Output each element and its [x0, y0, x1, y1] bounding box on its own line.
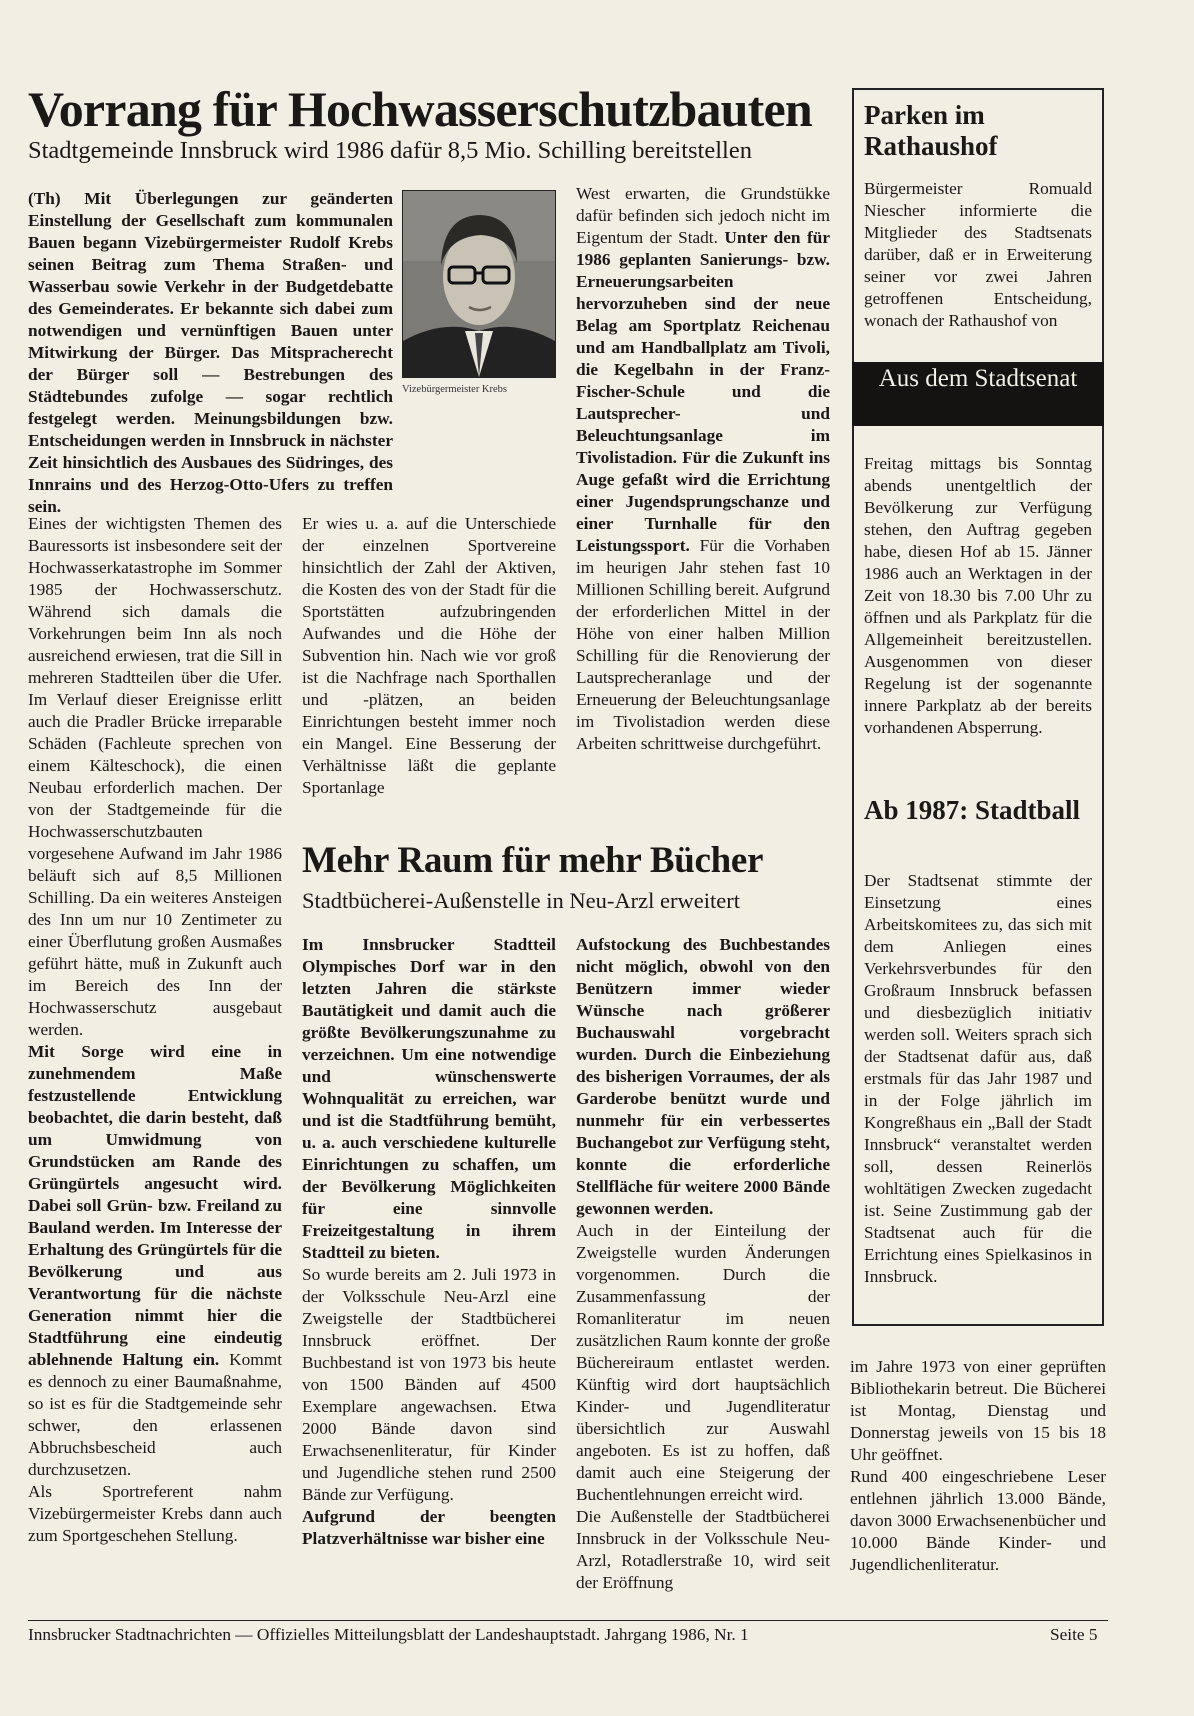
paragraph: Rund 400 eingeschriebene Leser entlehnen jährlich 13.000 Bände, davon 3000 Erwachsenenbücher und 10.000 Bände Kinder- und Jugendlichenliteratur. — [850, 1467, 1106, 1574]
lead-paragraph: (Th) Mit Überlegungen zur geänderten Einstellung der Gesellschaft zum kommunalen Bauen begann Vizebürgermeister Rudolf Krebs seinen Beitrag zum Thema Straßen- und Wasserbau sowie Verkehr in der Budgetdebatte des Gemeinderates. Er bekannte sich dabei zum notwendigen und vernünftigen Bauen unter Mitwirkung der Bürger. Das Mitspracherecht der Bürger soll — Bestrebungen des Städtebundes zufolge — sogar rechtlich festgelegt werden. Meinungsbildungen bzw. Entscheidungen werden in Innsbruck in nächster Zeit hinsichtlich des Ausbaues des Südringes, des Innrains und des Herzog-Otto-Ufers zu treffen sein. — [28, 189, 393, 516]
footer-rule — [28, 1620, 1108, 1621]
section-title: Mehr Raum für mehr Bücher — [302, 840, 764, 881]
paragraph: Im Innsbrucker Stadtteil Olympisches Dorf war in den letzten Jahren die stärkste Bautätigkeit und damit auch die größte Bevölkerungszunahme zu verzeichnen. Um eine notwendige und wünschenswerte Wohnqualität zu erreichen, war und ist die Stadtführung bemüht, u. a. auch verschiedene kulturelle Einrichtungen zu schaffen, um der Bevölkerung Möglichkeiten für eine sinnvolle Freizeitgestaltung in ihrem Stadtteil zu bieten. — [302, 935, 556, 1262]
paragraph: Eines der wichtigsten Themen des Bauressorts ist insbesondere seit der Hochwasserkatastrophe im Sommer 1985 der Hochwasserschutz. Während sich damals die Vorkehrungen beim Inn als noch ausreichend erwiesen, trat die Sill in mehreren Stadtteilen über die Ufer. Im Verlauf dieser Ereignisse erlitt auch die Pradler Brücke irreparable Schäden (Fachleute sprechen von einem Kälteschock), die einen Neubau erforderlich machen. Der von der Stadtgemeinde für die Hochwasserschutzbauten vorgesehene Aufwand im Jahr 1986 beläuft sich auf 8,5 Millionen Schilling. Da ein weiteres Ansteigen des Inn um nur 10 Zentimeter zu einer Überflutung großen Ausmaßes geführt hätte, muß in Zukunft auch im Bereich des Inn der Hochwasserschutz ausgebaut werden. — [28, 514, 282, 1039]
paragraph: Die Außenstelle der Stadtbücherei Innsbruck in der Volksschule Neu-Arzl, Rotadlerstraße 10, wird seit der Eröffnung — [576, 1507, 830, 1592]
bold-text: Mit Sorge wird eine in zunehmendem Maße festzustellende Entwicklung beobachtet, die darin besteht, daß um Umwidmung von Grundstücken am Rande des Grüngürtels angesucht wird. Dabei soll Grün- bzw. Freiland zu Bauland werden. Im Interesse der Erhaltung des Grüngürtels für die Bevölkerung und aus Verantwortung für die nächste Generation nimmt hier die Stadtführung eine eindeutig ablehnende Haltung ein. — [28, 1042, 282, 1369]
sidebar-section-band: Aus dem Stadtsenat — [852, 362, 1104, 426]
bold-text: Unter den für 1986 geplanten Sanierungs- bzw. Erneuerungsarbeiten hervorzuheben sind der neue Belag am Sportplatz Reichenau und am Handballplatz am Tivoli, die Kegelbahn in der Franz-Fischer-Schule und die Lautsprecher- und Beleuchtungsanlage im Tivolistadion. Für die Zukunft ins Auge gefaßt wird die Errichtung einer Jugendsprungschanze und einer Turnhalle für den Leistungssport. — [576, 228, 830, 555]
article2-column-3 — [576, 934, 830, 1594]
paragraph: Auch in der Einteilung der Zweigstelle wurden Änderungen vorgenommen. Durch die Zusammenfassung der Romanliteratur im neuen zusätzlichen Raum konnte der große Büchereiraum entlastet werden. Künftig wird dort hauptsächlich Kinder- und Jugendliteratur übersichtlich zur Auswahl angeboten. Es ist zu hoffen, daß damit auch eine Steigerung der Buchentlehnungen erreicht wird. — [576, 1221, 830, 1504]
article2-column-4 — [850, 1356, 1106, 1576]
paragraph: Er wies u. a. auf die Unterschiede der einzelnen Sportvereine hinsichtlich der Zahl der Aktiven, die Kosten des von der Stadt für die Sportstätten aufzubringenden Aufwandes und die Höhe der Subvention hin. Nach wie vor groß ist die Nachfrage nach Sporthallen und -plätzen, an beiden Einrichtungen besteht immer noch ein Mangel. Eine Besserung der Verhältnisse läßt die geplante Sportanlage — [302, 514, 556, 797]
paragraph — [28, 1041, 282, 1481]
sidebar-text-block — [864, 453, 1092, 739]
sidebar-title-stadtball: Ab 1987: Stadtball — [864, 795, 1081, 825]
paragraph: Bürgermeister Romuald Niescher informierte die Mitglieder des Stadtsenats darüber, daß er in Erweiterung seiner vor zwei Jahren getroffenen Entscheidung, wonach der Rathaushof von — [864, 179, 1092, 330]
page-number: Seite 5 — [1050, 1625, 1098, 1644]
sidebar-title-parken: Parken im Rathaushof — [864, 100, 998, 161]
paragraph: Als Sportreferent nahm Vizebürgermeister Krebs dann auch zum Sportgeschehen Stellung. — [28, 1482, 282, 1545]
article-title: Vorrang für Hochwasserschutzbauten — [28, 81, 812, 137]
text: Kommt es dennoch zu einer Baumaßnahme, so ist es für die Stadtgemeinde sehr schwer, den erlassenen Abbruchsbescheid auch durchzusetzen. — [28, 1350, 282, 1479]
article1-column-1 — [28, 513, 282, 1547]
paragraph: So wurde bereits am 2. Juli 1973 in der Volksschule Neu-Arzl eine Zweigstelle der Stadtbücherei Innsbruck eröffnet. Der Buchbestand ist von 1973 bis heute von 1500 Bänden auf 4500 Exemplare angewachsen. Etwa 2000 Bände davon sind Erwachsenenliteratur, für Kinder und Jugendliche stehen rund 2500 Bände zur Verfügung. — [302, 1265, 556, 1504]
section-subtitle: Stadtbücherei-Außenstelle in Neu-Arzl erweitert — [302, 888, 740, 913]
article1-column-2 — [302, 513, 556, 799]
footer-publication: Innsbrucker Stadtnachrichten — Offizielles Mitteilungsblatt der Landeshauptstadt. Jahrgang 1986, Nr. 1 — [28, 1625, 749, 1644]
paragraph — [576, 183, 830, 755]
paragraph: Aufgrund der beengten Platzverhältnisse war bisher eine — [302, 1507, 556, 1548]
paragraph: Der Stadtsenat stimmte der Einsetzung eines Arbeitskomitees zu, das sich mit dem Anliegen eines Verkehrsverbundes für den Großraum Innsbruck befassen und diesbezüglich initiativ werden soll. Weiters sprach sich der Stadtsenat dafür aus, daß erstmals für das Jahr 1987 und in der Folge jährlich im Kongreßhaus ein „Ball der Stadt Innsbruck“ veranstaltet werden soll, dessen Reinerlös wohltätigen Zwecken zugedacht ist. Seine Zustimmung gab der Stadtsenat auch für die Errichtung eines Spielkasinos in Innsbruck. — [864, 871, 1092, 1286]
portrait-illustration — [403, 191, 555, 377]
photo-caption: Vizebürgermeister Krebs — [402, 384, 508, 395]
paragraph: Aufstockung des Buchbestandes nicht möglich, obwohl von den Benützern immer wieder Wünsche nach größerer Buchauswahl vorgebracht wurden. Durch die Einbeziehung des bisherigen Vorraumes, der als Garderobe benützt wurde und nunmehr für ein verbessertes Buchangebot zur Verfügung steht, konnte die erforderliche Stellfläche für weitere 2000 Bände gewonnen werden. — [576, 935, 830, 1218]
lead-text-block — [28, 188, 393, 518]
sidebar-text-block — [864, 178, 1092, 332]
article-subtitle: Stadtgemeinde Innsbruck wird 1986 dafür 8,5 Mio. Schilling bereitstellen — [28, 137, 752, 164]
text: West erwarten, die Grundstükke dafür befinden sich jedoch nicht im Eigentum der Stadt. — [576, 184, 830, 247]
portrait-photo — [402, 190, 556, 378]
text: Für die Vorhaben im heurigen Jahr stehen fast 10 Millionen Schilling bereit. Aufgrund der erforderlichen Mittel in der Höhe von einer halben Million Schilling für die Renovierung der Lautsprecheranlage und der Erneuerung der Beleuchtungsanlage im Tivolistadion werden diese Arbeiten schrittweise durchgeführt. — [576, 536, 830, 753]
sidebar-text-block — [864, 870, 1092, 1288]
paragraph: im Jahre 1973 von einer geprüften Bibliothekarin betreut. Die Bücherei ist Montag, Dienstag und Donnerstag jeweils von 15 bis 18 Uhr geöffnet. — [850, 1357, 1106, 1464]
paragraph: Freitag mittags bis Sonntag abends unentgeltlich der Bevölkerung zur Verfügung stehen, den Auftrag gegeben habe, diesen Hof ab 15. Jänner 1986 auch an Werktagen in der Zeit von 18.30 bis 7.00 Uhr zu öffnen und als Parkplatz für die Allgemeinheit bereitzustellen. Ausgenommen von dieser Regelung ist der sogenannte innere Parkplatz ab der bereits vorhandenen Absperrung. — [864, 454, 1092, 737]
article1-column-3 — [576, 183, 830, 755]
article2-column-2 — [302, 934, 556, 1550]
